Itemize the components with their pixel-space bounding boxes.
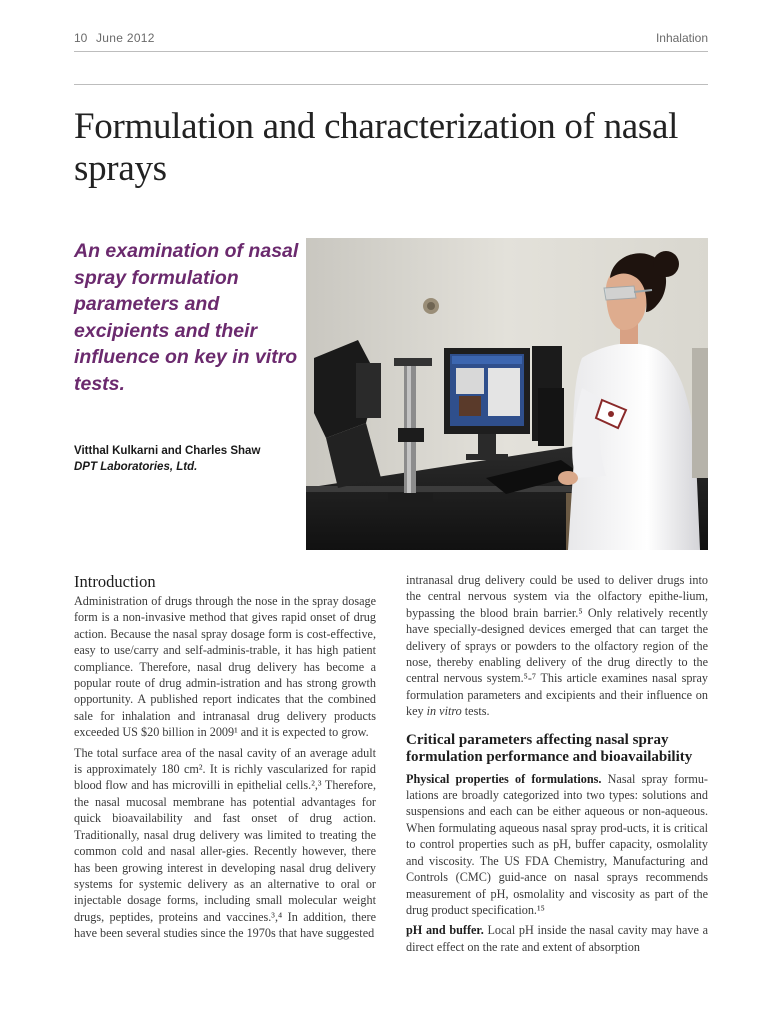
title-rule (74, 84, 708, 85)
article-title: Formulation and characterization of nasal sprays (74, 106, 679, 189)
running-header (74, 29, 708, 49)
ph-buffer-text: Local pH inside the nasal cavity may have a direct effect on the rate and extent of absorption (406, 923, 709, 954)
lab-photo (306, 238, 708, 550)
ph-buffer-paragraph (406, 922, 708, 955)
page-number: 10 (74, 31, 88, 45)
ph-buffer-runin: pH and buffer. (406, 923, 484, 938)
intro-paragraph-3-end: tests. (464, 704, 490, 719)
header-rule (74, 51, 708, 52)
physical-properties-text: Nasal spray formu-lations are broadly categorized into two types: solutions and suspensions and each can be either aqueous or non-aqueous. When formulating aqueous nasal spray prod-ucts, it is critical to control properties such as pH, buffer capacity, osmolality and viscosity. The US FDA Chemistry, Manufacturing and Controls (CMC) guid-ance on nasal sprays recommends measurement of pH, osmolality and viscosity as part of the drug product specification.¹⁵ (406, 771, 708, 917)
section-heading: Critical parameters affecting nasal spray formulation performance and bioavailability (406, 731, 693, 766)
intro-paragraph-1: Administration of drugs through the nose in the spray dosage form is a non-invasive method that gives rapid onset of drug action. Because the nasal spray dosage form is cost-effective, easy to use/carry and self-adminis-trable, it has high patient compliance. Therefore, nasal drug delivery has become a popular route of drug admin-istration and has strong growth opportunity. A published report indicates that the combined sale for inhalation and intranasal drug delivery products exceeded US $20 billion in 2009¹ and it is expected to grow. (74, 594, 376, 740)
magazine-name: Inhalation (655, 31, 708, 45)
left-column (74, 572, 376, 946)
author-affiliation: DPT Laboratories, Ltd. (74, 461, 198, 473)
right-column (406, 572, 708, 959)
intro-heading: Introduction (74, 572, 156, 591)
in-vitro-emphasis: in vitro (426, 704, 462, 719)
intro-paragraph-3 (406, 572, 708, 720)
article-standfirst: An examination of nasal spray formulation parameters and excipients and their influence on key in vitro tests. (74, 240, 299, 395)
issue-date: June 2012 (96, 31, 155, 45)
intro-paragraph-2: The total surface area of the nasal cavity of an average adult is approximately 180 cm². It is richly vascularized for rapid blood flow and has microvilli in epithelial cells.²,³ Therefore, the nasal mucosal membrane has potential advantages for quick bioavailability and fast onset of drug action. Traditionally, nasal drug delivery was limited to treating the common cold and nasal aller-gies. Recently however, there has been growing interest in developing nasal drug delivery systems for systemic delivery as an alternative to oral or injectable dosage forms, including small molecular weight drugs, peptides, proteins and vaccines.³,⁴ In addition, there have been several studies since the 1970s that have suggested (74, 745, 376, 941)
physical-properties-runin: Physical properties of formulations. (406, 771, 602, 786)
physical-properties-paragraph (406, 771, 708, 919)
intro-paragraph-3-text: intranasal drug delivery could be used to deliver drugs into the central nervous system via the olfactory epithe-lium, bypassing the blood brain barrier.⁵ Only relatively recently have specially-designed devices emerged that can target the delivery of sprays or powders to the olfactory region of the nose, thereby enabling delivery of the drug directly to the central nervous system.⁵-⁷ This article examines nasal spray formulation parameters and excipients and their influence on key (406, 573, 708, 719)
author-names: Vitthal Kulkarni and Charles Shaw (74, 445, 261, 457)
author-block (74, 443, 302, 475)
